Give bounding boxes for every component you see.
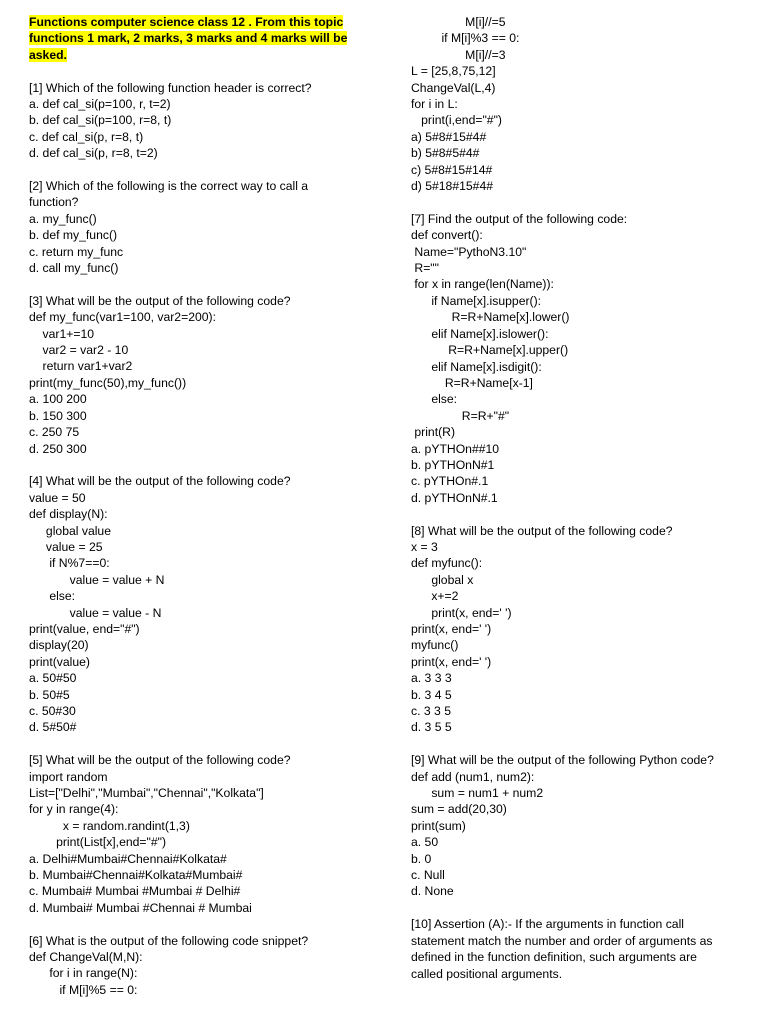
spacer [29, 736, 374, 752]
left-question-list [29, 80, 374, 999]
text-line: d. pYTHOnN#.1 [411, 490, 498, 505]
text-line: print(value, end="#") [29, 621, 140, 636]
text-line: def ChangeVal(M,N): [29, 950, 143, 965]
spacer [411, 506, 756, 522]
text-line: print(x, end=' ') [411, 622, 492, 636]
text-line: value = 50 [29, 490, 86, 505]
text-line: value = value - N [29, 605, 162, 620]
text-line: R=R+Name[x-1] [411, 375, 533, 390]
text-line: d. def cal_si(p, r=8, t=2) [29, 146, 158, 161]
text-line: sum = add(20,30) [411, 802, 507, 817]
text-line: for y in range(4): [29, 802, 119, 817]
text-line: myfunc() [411, 638, 459, 653]
text-line: sum = num1 + num2 [411, 786, 544, 801]
text-line: [4] What will be the output of the following code? [29, 474, 291, 489]
text-line: print(i,end="#") [411, 113, 502, 128]
spacer [29, 162, 374, 178]
text-line: global x [411, 572, 474, 587]
text-line: for x in range(len(Name)): [411, 277, 554, 292]
text-line: c) 5#8#15#14# [411, 162, 493, 177]
text-line: d. 3 5 5 [411, 720, 452, 735]
text-line: Name="PythoN3.10" [411, 244, 527, 259]
text-line: def convert(): [411, 228, 483, 243]
text-line: global value [29, 523, 111, 538]
text-line: display(20) [29, 638, 89, 653]
text-line: [2] Which of the following is the correct way to call a [29, 179, 309, 194]
text-line: print(value) [29, 654, 90, 669]
topic-header: Functions computer science class 12 . From this topic functions 1 mark, 2 marks, 3 marks and 4 marks will be asked. [29, 15, 348, 62]
question-block [411, 14, 756, 194]
text-line: if N%7==0: [29, 556, 110, 571]
text-line: called positional arguments. [411, 966, 563, 981]
text-line: ChangeVal(L,4) [411, 80, 496, 95]
text-line: c. return my_func [29, 244, 124, 259]
text-line: a. my_func() [29, 211, 97, 226]
question-block [411, 211, 756, 506]
text-line: x = 3 [411, 539, 438, 554]
question-block [29, 80, 374, 162]
text-line: a. def cal_si(p=100, r, t=2) [29, 97, 171, 112]
question-block [29, 933, 374, 999]
text-line: [10] Assertion (A):- If the arguments in function call [411, 917, 684, 932]
text-line: print(my_func(50),my_func()) [29, 375, 187, 390]
text-line: [7] Find the output of the following code: [411, 211, 628, 226]
text-line: return var1+var2 [29, 359, 133, 374]
text-line: b. def cal_si(p=100, r=8, t) [29, 113, 172, 128]
text-line: b. def my_func() [29, 228, 118, 243]
text-line: c. Mumbai# Mumbai #Mumbai # Delhi# [29, 884, 241, 899]
text-line: def add (num1, num2): [411, 769, 535, 784]
text-line: R=R+Name[x].upper() [411, 343, 569, 358]
question-block [29, 178, 374, 276]
text-line: print(sum) [411, 818, 466, 833]
text-line: d. 5#50# [29, 720, 77, 735]
text-line: c. pYTHOn#.1 [411, 474, 489, 489]
spacer [29, 276, 374, 292]
spacer [29, 63, 374, 79]
text-line: [5] What will be the output of the following code? [29, 753, 291, 768]
spacer [29, 916, 374, 932]
text-line: R=R+"#" [411, 408, 510, 423]
question-block [411, 752, 756, 900]
text-line: b. pYTHOnN#1 [411, 457, 495, 472]
text-line: else: [29, 589, 76, 604]
text-line: [8] What will be the output of the following code? [411, 523, 673, 538]
text-line: print(x, end=' ') [411, 605, 512, 620]
text-line: c. 3 3 5 [411, 704, 451, 719]
text-line: a. 3 3 3 [411, 671, 452, 686]
text-line: M[i]//=5 [411, 15, 506, 29]
question-block [29, 752, 374, 916]
text-line: List=["Delhi","Mumbai","Chennai","Kolkata"] [29, 786, 264, 801]
text-line: L = [25,8,75,12] [411, 64, 496, 79]
text-line: M[i]//=3 [411, 47, 506, 62]
text-line: a. Delhi#Mumbai#Chennai#Kolkata# [29, 851, 227, 866]
question-block [29, 293, 374, 457]
spacer [411, 194, 756, 210]
text-line: def display(N): [29, 507, 108, 522]
text-line: function? [29, 195, 79, 210]
topic-header-wrap [29, 14, 359, 63]
spacer [411, 736, 756, 752]
spacer [29, 457, 374, 473]
text-line: d. Mumbai# Mumbai #Chennai # Mumbai [29, 900, 252, 915]
text-line: a. 100 200 [29, 392, 87, 407]
text-line: defined in the function definition, such arguments are [411, 950, 697, 965]
text-line: a. 50 [411, 835, 439, 850]
text-line: c. def cal_si(p, r=8, t) [29, 129, 144, 144]
text-line: d) 5#18#15#4# [411, 179, 494, 194]
question-block [29, 473, 374, 736]
text-line: R="" [411, 261, 439, 276]
left-column [29, 14, 374, 998]
text-line: if M[i]%3 == 0: [411, 31, 520, 46]
spacer [411, 900, 756, 916]
text-line: a) 5#8#15#4# [411, 129, 487, 144]
text-line: b. 3 4 5 [411, 687, 452, 702]
text-line: c. Null [411, 868, 445, 883]
text-line: d. call my_func() [29, 261, 119, 276]
text-line: d. 250 300 [29, 441, 87, 456]
text-line: print(x, end=' ') [411, 654, 492, 669]
text-line: [6] What is the output of the following code snippet? [29, 933, 309, 948]
text-line: import random [29, 769, 108, 784]
text-line: c. 250 75 [29, 425, 80, 440]
text-line: print(List[x],end="#") [29, 835, 167, 850]
right-column [411, 14, 756, 982]
text-line: R=R+Name[x].lower() [411, 310, 570, 325]
text-line: value = value + N [29, 572, 165, 587]
text-line: [3] What will be the output of the following code? [29, 293, 291, 308]
text-line: b. 150 300 [29, 408, 87, 423]
text-line: b) 5#8#5#4# [411, 146, 480, 161]
text-line: def my_func(var1=100, var2=200): [29, 310, 216, 325]
text-line: var1+=10 [29, 326, 95, 341]
text-line: [1] Which of the following function header is correct? [29, 80, 312, 95]
right-question-list [411, 14, 756, 982]
text-line: statement match the number and order of arguments as [411, 933, 713, 948]
text-line: for i in range(N): [29, 966, 138, 981]
text-line: def myfunc(): [411, 556, 483, 571]
text-line: b. Mumbai#Chennai#Kolkata#Mumbai# [29, 868, 243, 883]
text-line: [9] What will be the output of the following Python code? [411, 753, 714, 768]
text-line: print(R) [411, 425, 456, 440]
text-line: elif Name[x].isdigit(): [411, 359, 542, 374]
text-line: if Name[x].isupper(): [411, 293, 542, 308]
question-block [411, 916, 756, 982]
text-line: b. 50#5 [29, 687, 70, 702]
question-block [411, 523, 756, 736]
text-line: x = random.randint(1,3) [29, 818, 190, 833]
text-line: value = 25 [29, 539, 103, 554]
text-line: for i in L: [411, 97, 458, 112]
text-line: a. 50#50 [29, 671, 77, 686]
text-line: a. pYTHOn##10 [411, 441, 500, 456]
text-line: c. 50#30 [29, 704, 76, 718]
text-line: if M[i]%5 == 0: [29, 982, 138, 997]
text-line: elif Name[x].islower(): [411, 326, 549, 341]
text-line: var2 = var2 - 10 [29, 343, 129, 358]
text-line: else: [411, 392, 458, 407]
text-line: d. None [411, 884, 454, 899]
text-line: x+=2 [411, 589, 459, 604]
text-line: b. 0 [411, 851, 432, 866]
